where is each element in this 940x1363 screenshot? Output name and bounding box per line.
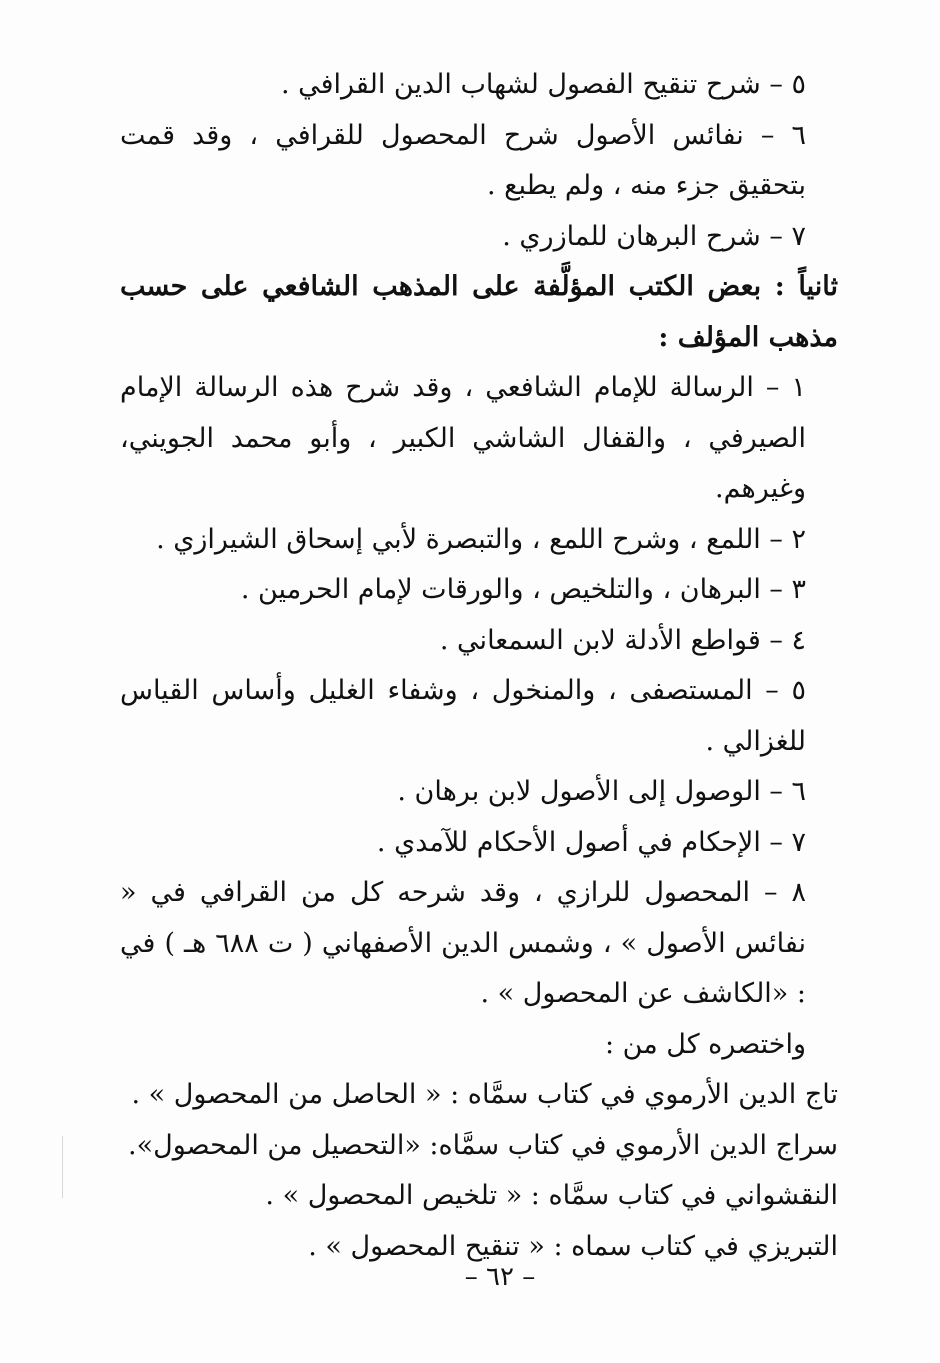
abridgement-talkhis: النقشواني في كتاب سمَّاه : « تلخيص المحصول » . (265, 1180, 838, 1211)
body-text (120, 60, 838, 1272)
list-item-7-burhan: ٧ – شرح البرهان للمازري . (502, 220, 806, 252)
page-number: – ٦٢ – (464, 1262, 536, 1292)
list-item-8-mahsul: ٨ – المحصول للرازي ، وقد شرحه كل من القرافي في « نفائس الأصول » ، وشمس الدين الأصفهاني ( ت ٦٨٨ هـ ) في : «الكاشف عن المحصول » . (120, 877, 807, 1009)
section-heading: ثانياً : بعض الكتب المؤلَّفة على المذهب الشافعي على حسب مذهب المؤلف : (120, 271, 838, 353)
list-item-4-qawati: ٤ – قواطع الأدلة لابن السمعاني . (439, 624, 806, 656)
list-item-1-risala: ١ – الرسالة للإمام الشافعي ، وقد شرح هذه الرسالة الإمام الصيرفي ، والقفال الشاشي الكبير ، وأبو محمد الجويني، وغيرهم. (120, 372, 806, 504)
list-item-5-tanqih: ٥ – شرح تنقيح الفصول لشهاب الدين القرافي . (280, 69, 806, 100)
abridgement-tahsil: سراج الدين الأرموي في كتاب سمَّاه: «التحصيل من المحصول». (127, 1129, 838, 1161)
list-item-6-wusul: ٦ – الوصول إلى الأصول لابن برهان . (397, 776, 806, 807)
list-item-2-luma: ٢ – اللمع ، وشرح اللمع ، والتبصرة لأبي إسحاق الشيرازي . (156, 523, 806, 555)
abridgement-hasil: تاج الدين الأرموي في كتاب سمَّاه : « الحاصل من المحصول » . (131, 1079, 838, 1110)
margin-mark (62, 1136, 63, 1198)
abridgement-tanqih: التبريزي في كتاب سماه : « تنقيح المحصول » . (308, 1230, 838, 1262)
list-item-3-burhan: ٣ – البرهان ، والتلخيص ، والورقات لإمام الحرمين . (240, 574, 806, 605)
abridgements-intro: واختصره كل من : (605, 1028, 806, 1060)
list-item-5-mustasfa: ٥ – المستصفى ، والمنخول ، وشفاء الغليل وأساس القياس للغزالي . (120, 675, 806, 757)
list-item-7-ihkam: ٧ – الإحكام في أصول الأحكام للآمدي . (376, 826, 806, 858)
list-item-6-nafais: ٦ – نفائس الأصول شرح المحصول للقرافي ، وقد قمت بتحقيق جزء منه ، ولم يطبع . (120, 119, 806, 201)
